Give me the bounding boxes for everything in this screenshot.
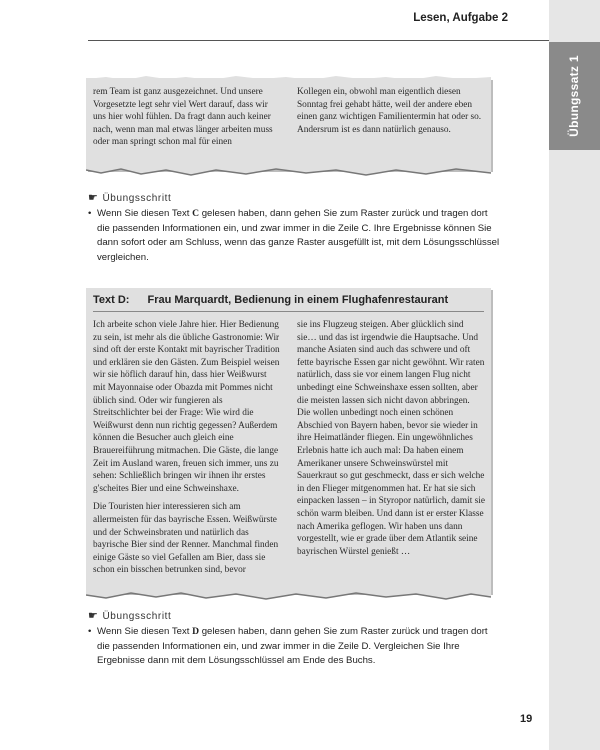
side-tab-label: Übungssatz 1 bbox=[567, 55, 581, 137]
header-title: Lesen, Aufgabe 2 bbox=[413, 12, 508, 24]
text-c-left-column: rem Team ist ganz ausgezeichnet. Und unsere Vorgesetzte legt sehr viel Wert darauf, dass wir uns hier wohl fühlen. Da fragt dann auch keiner nach, wenn man mal etwas länger arbeiten muss oder man springt schon mal für einen bbox=[93, 87, 273, 148]
pointing-hand-icon: ☛ bbox=[88, 610, 99, 622]
text-d-title bbox=[93, 294, 487, 306]
torn-edge-bottom bbox=[86, 164, 491, 178]
header-rule bbox=[88, 40, 549, 41]
text-d-heading: Frau Marquardt, Bedienung in einem Flughafenrestaurant bbox=[147, 294, 449, 306]
torn-edge-bottom bbox=[86, 588, 491, 602]
text-d-left-column bbox=[93, 319, 281, 577]
exercise-heading-text: Übungsschritt bbox=[102, 193, 172, 204]
text-d-label: Text D: bbox=[93, 294, 130, 306]
exercise-instruction-2 bbox=[88, 625, 500, 669]
text-letter: C bbox=[192, 208, 200, 219]
text-d-box bbox=[86, 288, 491, 593]
page-number: 19 bbox=[520, 713, 533, 725]
text-c-right-column: Kollegen ein, obwohl man eigentlich diesen Sonntag frei gehabt hätte, weil der andere eben einen ganz wichtigen Familientermin hat oder so. Andersrum ist es dann natürlich genauso. bbox=[297, 87, 482, 135]
pointing-hand-icon: ☛ bbox=[88, 192, 99, 204]
text-c-box bbox=[86, 78, 491, 170]
text-d-paragraph: Ich arbeite schon viele Jahre hier. Hier Bedienung zu sein, ist mehr als die übliche Gastronomie: Wir sind oft der erste Kontakt mit bayrischer Tradition und erklären sie den Gästen. Zum Beispiel weisen wir sie höflich darauf hin, dass hier Weißwurst mit Mayonnaise oder Obazda mit Pommes nicht üblich sind. Oder wir fungieren als Streitschlichter bei der Frage: Wie wird die Weißwurst denn nun richtig gegessen? Außerdem können die Besucher auch gleich eine Brauereiführung mitmachen. Die Gäste, die lange Zeit im Ausland waren, freuen sich immer, uns zu sehen: Schließlich bringen wir ihnen ihr erstes g'scheites Bier und eine Schweinshaxe. bbox=[93, 320, 280, 494]
exercise-text-part: gelesen haben, dann gehen Sie zum Raster zurück und tragen dort die passenden Informationen ein, und zwar immer in die Zeile C. Ihre Ergebnisse können Sie dann sofort oder am Schluss, wenn das ganze Raster ausgefüllt ist, mit dem Lösungsschlüssel vergleichen. bbox=[97, 208, 500, 263]
exercise-text-part: Wenn Sie diesen Text bbox=[97, 208, 193, 219]
exercise-heading-1 bbox=[88, 191, 171, 204]
exercise-text-part: Wenn Sie diesen Text bbox=[97, 626, 193, 637]
exercise-instruction-1 bbox=[88, 207, 500, 265]
exercise-heading-text: Übungsschritt bbox=[102, 611, 172, 622]
text-letter: D bbox=[192, 626, 200, 637]
exercise-text bbox=[88, 207, 500, 265]
torn-edge-top bbox=[86, 71, 491, 85]
exercise-text bbox=[88, 625, 500, 669]
bullet: • bbox=[88, 208, 92, 219]
exercise-text-part: gelesen haben, dann gehen Sie zum Raster zurück und tragen dort die passenden Informationen ein, und zwar immer in die Zeile D. Vergleichen Sie Ihre Ergebnisse dann mit dem Lösungsschlüssel am Ende des Buchs. bbox=[97, 626, 488, 666]
text-d-right-column: sie ins Flugzeug steigen. Aber glücklich sind sie… und das ist irgendwie die Hauptsache. Und manche Asiaten sind auch das schwere und oft fette bayrische Essen gar nicht gewöhnt. Wir raten natürlich, dass sie vor einem langen Flug nicht unbedingt eine Schweinshaxe essen sollten, aber die meisten lassen sich nicht davon abbringen. Die wollen unbedingt noch einen schönen Abschied von Bayern haben, bevor sie wieder in ihre Heimatländer fliegen. Ein ungewöhnliches Erlebnis hatte ich auch mal: Da haben einem Amerikaner unsere Schweinswürstel mit Sauerkraut so gut geschmeckt, dass er sich welche in den Flieger mitgenommen hat. Er hat sie sich einpacken lassen – in Styropor natürlich, damit sie schön warm bleiben. Und dann ist er erster Klasse nach Amerika geflogen. Wir haben uns dann vorgestellt, wie er grade über dem Atlantik seine bayrischen Würstel genießt … bbox=[297, 320, 485, 557]
exercise-heading-2 bbox=[88, 609, 171, 622]
bullet: • bbox=[88, 626, 92, 637]
text-d-paragraph: Die Touristen hier interessieren sich am allermeisten für das bayrische Essen. Weißwürste und der Schweinsbraten und natürlich das bayrische Bier sind der Renner. Manchmal finden einige Gäste so viel Gefallen am Bier, dass sie schon ein bisschen betrunken sind, bevor bbox=[93, 502, 279, 576]
title-rule bbox=[93, 311, 484, 312]
